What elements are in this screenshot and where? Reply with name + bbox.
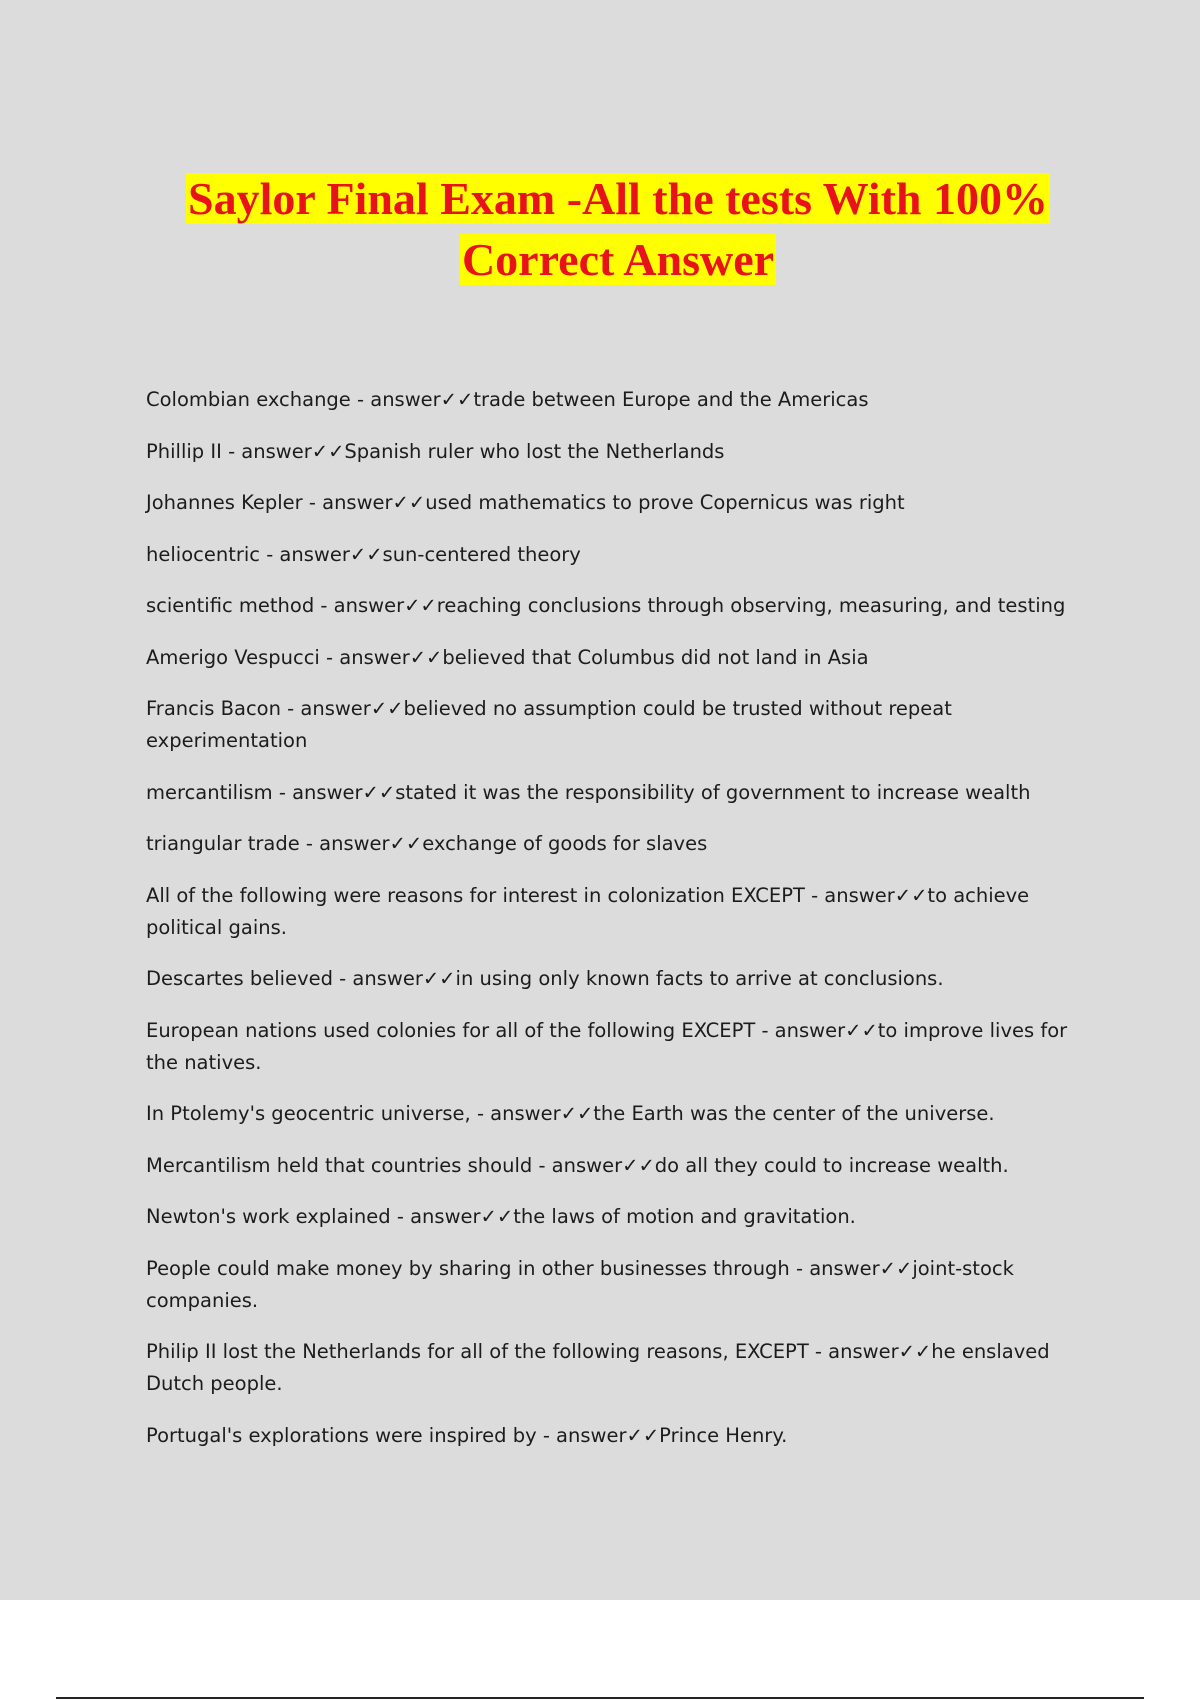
list-item: heliocentric - answer✓✓sun-centered theory: [146, 542, 581, 566]
list-item: European nations used colonies for all of the following EXCEPT - answer✓✓to improve lives for the natives.: [146, 1018, 1068, 1074]
list-item: Amerigo Vespucci - answer✓✓believed that Columbus did not land in Asia: [146, 645, 869, 669]
list-item: In Ptolemy's geocentric universe, - answer✓✓the Earth was the center of the universe.: [146, 1102, 995, 1125]
list-item: Phillip II - answer✓✓Spanish ruler who lost the Netherlands: [146, 439, 725, 463]
list-item: triangular trade - answer✓✓exchange of goods for slaves: [146, 832, 708, 855]
title-line-2: Correct Answer: [461, 234, 775, 285]
list-item: Philip II lost the Netherlands for all of the following reasons, EXCEPT - answer✓✓he enslaved Dutch people.: [146, 1340, 1050, 1395]
title-line-1: Saylor Final Exam -All the tests With 100%: [188, 173, 1048, 224]
footer-divider: [56, 1697, 1144, 1699]
list-item: scientific method - answer✓✓reaching conclusions through observing, measuring, and testing: [146, 594, 1066, 617]
list-item: Colombian exchange - answer✓✓trade between Europe and the Americas: [146, 388, 869, 411]
list-item: mercantilism - answer✓✓stated it was the responsibility of government to increase wealth: [146, 780, 1031, 804]
list-item: Descartes believed - answer✓✓in using only known facts to arrive at conclusions.: [146, 967, 944, 990]
list-item: Mercantilism held that countries should - answer✓✓do all they could to increase wealth.: [146, 1153, 1009, 1177]
list-item: Newton's work explained - answer✓✓the laws of motion and gravitation.: [146, 1205, 856, 1228]
list-item: Francis Bacon - answer✓✓believed no assumption could be trusted without repeat experimentation: [146, 697, 952, 752]
list-item: All of the following were reasons for interest in colonization EXCEPT - answer✓✓to achieve political gains.: [146, 883, 1030, 939]
list-item: Portugal's explorations were inspired by - answer✓✓Prince Henry.: [146, 1423, 788, 1447]
list-item: Johannes Kepler - answer✓✓used mathematics to prove Copernicus was right: [146, 491, 905, 514]
qa-list: [146, 384, 1086, 1471]
list-item: People could make money by sharing in other businesses through - answer✓✓joint-stock companies.: [146, 1256, 1014, 1312]
document-title: [0, 168, 1200, 290]
